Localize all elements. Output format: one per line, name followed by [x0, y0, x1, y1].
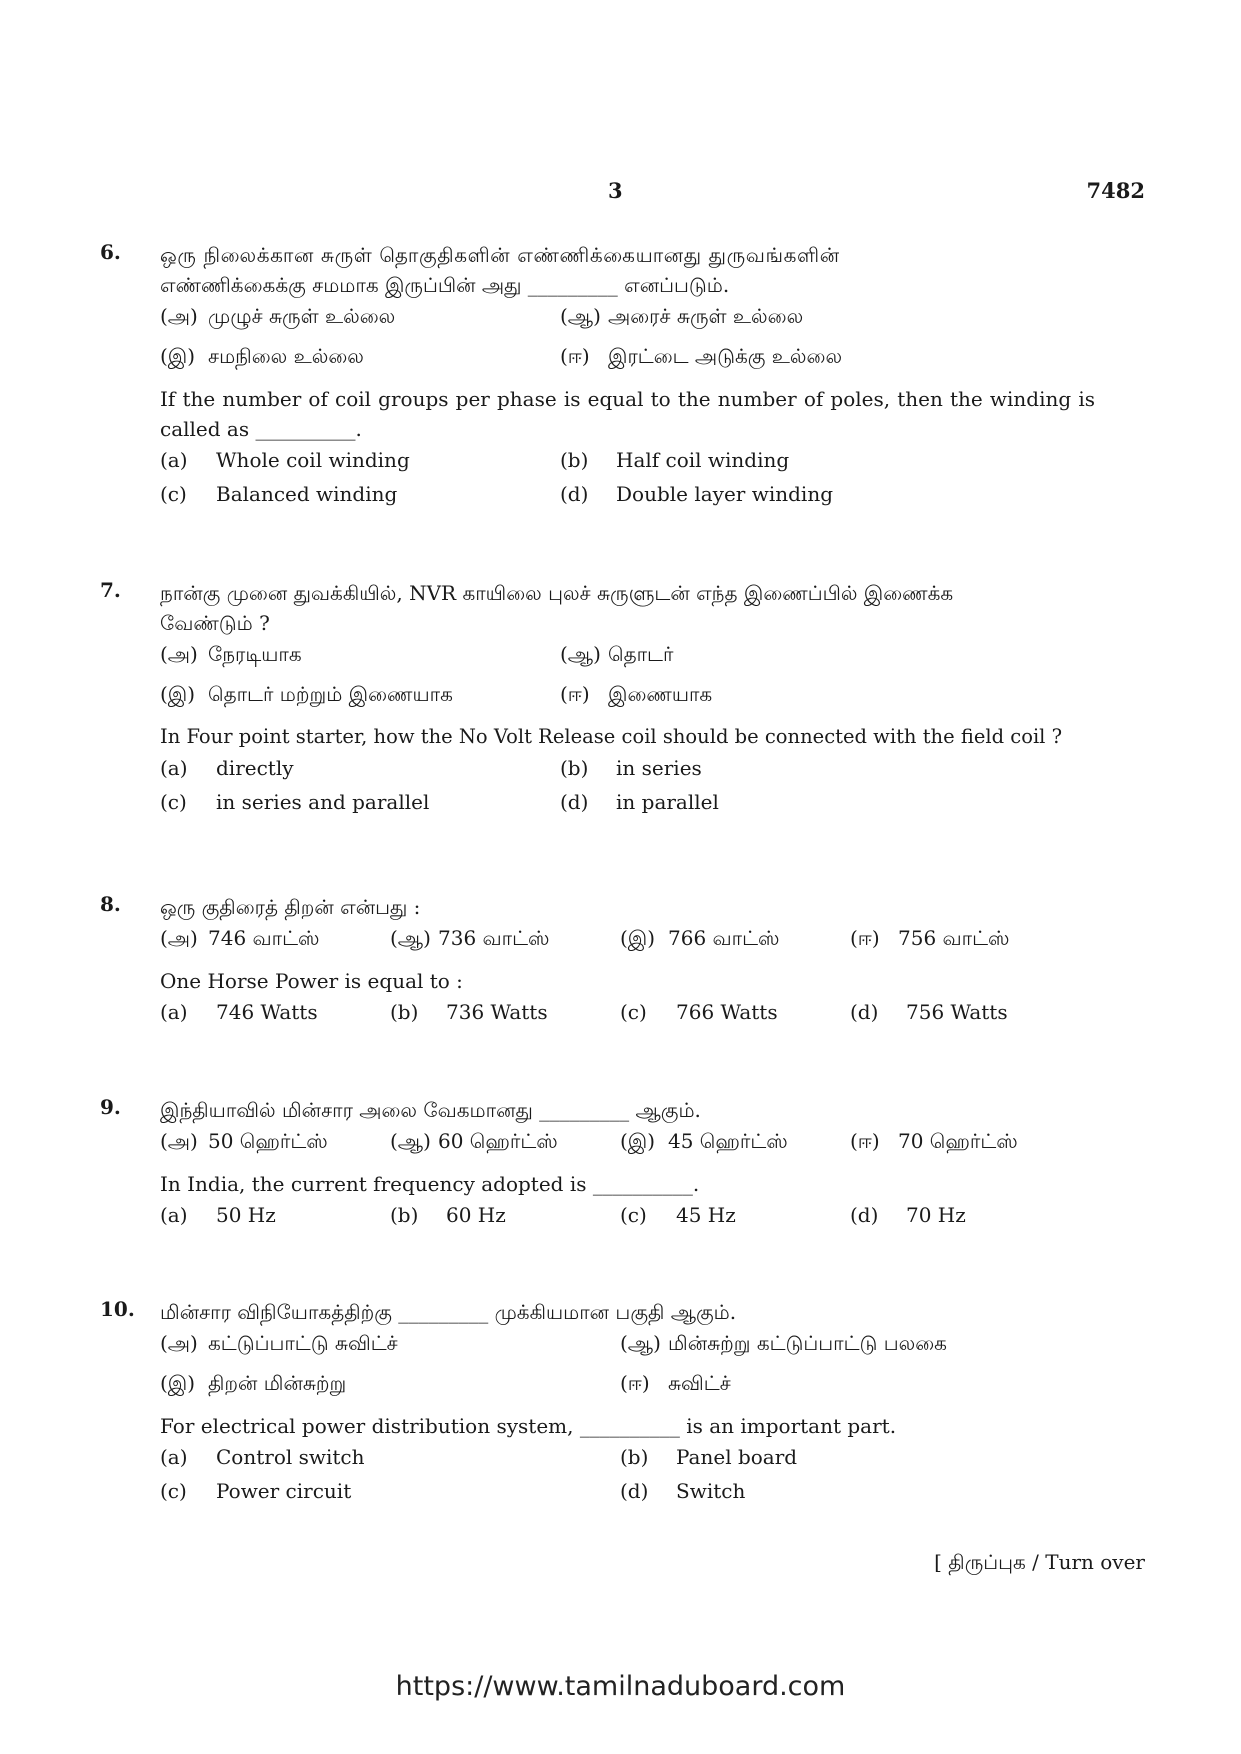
option-text: Half coil winding: [616, 448, 790, 472]
option-label: (b): [620, 1445, 649, 1469]
option-text: directly: [216, 756, 294, 780]
option-label: (c): [160, 1479, 187, 1503]
option-label: (இ): [160, 1371, 196, 1395]
option-text: 60 Hz: [446, 1203, 506, 1227]
option-label: (b): [560, 756, 589, 780]
option-label: (b): [390, 1000, 419, 1024]
option-label: (a): [160, 1000, 188, 1024]
question-tamil-line: வேண்டும் ?: [160, 611, 270, 635]
question-number: 6.: [100, 240, 121, 264]
option-label: (ஈ): [850, 1129, 880, 1153]
option-text: 746 Watts: [216, 1000, 318, 1024]
option-text: 50 ஹெர்ட்ஸ்: [208, 1129, 328, 1153]
option-text: 45 Hz: [676, 1203, 736, 1227]
page-number: 3: [608, 178, 623, 203]
question-english-text: In India, the current frequency adopted is __________.: [160, 1172, 700, 1196]
option-label: (b): [560, 448, 589, 472]
option-label: (c): [160, 790, 187, 814]
option-label: (a): [160, 448, 188, 472]
option-label: (அ): [160, 1331, 198, 1355]
option-label: (ஈ): [560, 682, 590, 706]
option-text: 746 வாட்ஸ்: [208, 926, 320, 950]
option-label: (d): [850, 1203, 879, 1227]
option-label: (ஆ): [620, 1331, 661, 1355]
question-tamil-line: ஒரு நிலைக்கான சுருள் தொகுதிகளின் எண்ணிக்கையானது துருவங்களின்: [160, 243, 840, 267]
option-text: சமநிலை உல்லை: [208, 344, 364, 368]
option-label: (இ): [620, 1129, 656, 1153]
option-text: 70 ஹெர்ட்ஸ்: [898, 1129, 1018, 1153]
option-text: தொடர் மற்றும் இணையாக: [208, 682, 453, 706]
option-label: (d): [620, 1479, 649, 1503]
footer-url: https://www.tamilnaduboard.com: [395, 1671, 846, 1702]
option-text: தொடர்: [608, 642, 674, 666]
option-text: முழுச் சுருள் உல்லை: [208, 304, 396, 328]
option-label: (ஆ): [390, 1129, 431, 1153]
question-number: 8.: [100, 892, 121, 916]
option-label: (a): [160, 1445, 188, 1469]
option-text: Double layer winding: [616, 482, 834, 506]
option-text: 50 Hz: [216, 1203, 276, 1227]
option-text: Power circuit: [216, 1479, 352, 1503]
option-text: 736 Watts: [446, 1000, 548, 1024]
option-text: 736 வாட்ஸ்: [438, 926, 550, 950]
option-text: in series: [616, 756, 702, 780]
option-label: (ஆ): [560, 642, 601, 666]
option-text: கட்டுப்பாட்டு சுவிட்ச்: [208, 1331, 398, 1355]
question-english-text: One Horse Power is equal to :: [160, 969, 463, 993]
option-label: (a): [160, 1203, 188, 1227]
option-text: 70 Hz: [906, 1203, 966, 1227]
option-text: Whole coil winding: [216, 448, 410, 472]
option-label: (a): [160, 756, 188, 780]
question-number: 9.: [100, 1095, 121, 1119]
question-english-text: In Four point starter, how the No Volt Release coil should be connected with the field coil ?: [160, 725, 1063, 748]
option-text: இணையாக: [608, 682, 713, 706]
question-tamil-line: இந்தியாவில் மின்சார அலை வேகமானது _________ ஆகும்.: [160, 1098, 701, 1122]
option-text: 766 வாட்ஸ்: [668, 926, 780, 950]
option-label: (ஈ): [560, 344, 590, 368]
question-number: 7.: [100, 578, 121, 602]
option-label: (d): [850, 1000, 879, 1024]
option-label: (b): [390, 1203, 419, 1227]
option-label: (அ): [160, 1129, 198, 1153]
option-label: (d): [560, 482, 589, 506]
option-text: 45 ஹெர்ட்ஸ்: [668, 1129, 788, 1153]
option-text: 756 Watts: [906, 1000, 1008, 1024]
option-text: in parallel: [616, 790, 719, 814]
option-label: (இ): [160, 344, 196, 368]
option-label: (இ): [160, 682, 196, 706]
option-text: 766 Watts: [676, 1000, 778, 1024]
option-text: Control switch: [216, 1445, 365, 1469]
question-tamil-line: நான்கு முனை துவக்கியில், NVR காயிலை புலச் சுருளுடன் எந்த இணைப்பில் இணைக்க: [160, 581, 954, 605]
turn-over-note: [ திருப்புக / Turn over: [934, 1550, 1145, 1574]
question-tamil-line: ஒரு குதிரைத் திறன் என்பது :: [160, 895, 421, 919]
option-text: Panel board: [676, 1445, 798, 1469]
option-label: (d): [560, 790, 589, 814]
question-tamil-line: எண்ணிக்கைக்கு சமமாக இருப்பின் அது _________ எனப்படும்.: [160, 273, 730, 297]
option-label: (ஆ): [560, 304, 601, 328]
option-text: அரைச் சுருள் உல்லை: [608, 304, 804, 328]
option-label: (c): [620, 1203, 647, 1227]
question-english-text: If the number of coil groups per phase is equal to the number of poles, then the winding is called as __________.: [160, 387, 1095, 441]
option-text: நேரடியாக: [208, 642, 302, 666]
question-number: 10.: [100, 1297, 135, 1321]
option-text: திறன் மின்சுற்று: [208, 1371, 347, 1395]
page-header: [0, 178, 1241, 208]
option-label: (அ): [160, 926, 198, 950]
option-text: in series and parallel: [216, 790, 430, 814]
paper-code: 7482: [1086, 178, 1145, 203]
option-text: Switch: [676, 1479, 746, 1503]
option-label: (c): [620, 1000, 647, 1024]
option-label: (ஆ): [390, 926, 431, 950]
option-text: 756 வாட்ஸ்: [898, 926, 1010, 950]
option-text: 60 ஹெர்ட்ஸ்: [438, 1129, 558, 1153]
option-text: சுவிட்ச்: [668, 1371, 731, 1395]
option-text: மின்சுற்று கட்டுப்பாட்டு பலகை: [668, 1331, 947, 1355]
option-text: இரட்டை அடுக்கு உல்லை: [608, 344, 843, 368]
option-label: (அ): [160, 642, 198, 666]
option-label: (ஈ): [620, 1371, 650, 1395]
option-label: (அ): [160, 304, 198, 328]
question-tamil-line: மின்சார விநியோகத்திற்கு _________ முக்கியமான பகுதி ஆகும்.: [160, 1300, 737, 1324]
question-english-text: For electrical power distribution system, __________ is an important part.: [160, 1414, 897, 1438]
option-label: (இ): [620, 926, 656, 950]
option-text: Balanced winding: [216, 482, 398, 506]
option-label: (c): [160, 482, 187, 506]
option-label: (ஈ): [850, 926, 880, 950]
